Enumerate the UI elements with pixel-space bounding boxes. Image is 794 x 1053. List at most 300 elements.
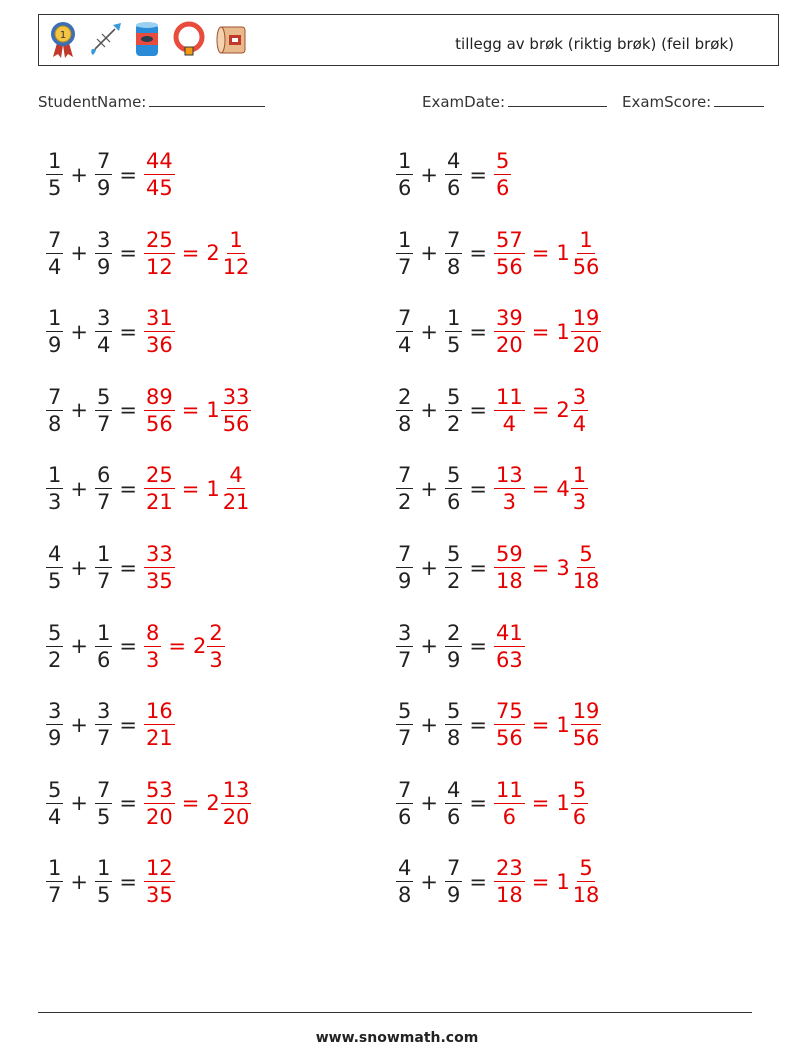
fraction-b	[95, 855, 112, 908]
equals-sign: =	[469, 241, 487, 266]
answer-fraction	[494, 227, 525, 280]
denominator: 9	[48, 726, 62, 751]
denominator: 20	[222, 804, 250, 829]
mixed-whole: 1	[206, 398, 220, 423]
fraction-b	[95, 384, 112, 437]
numerator: 1	[96, 856, 111, 881]
numerator: 31	[145, 306, 173, 331]
numerator: 5	[48, 777, 62, 802]
numerator: 7	[446, 856, 461, 881]
fraction-b	[445, 305, 462, 358]
problem-item	[396, 541, 601, 594]
student-name-label: StudentName:	[38, 93, 147, 111]
numerator: 11	[495, 384, 523, 409]
problem-item	[396, 462, 588, 515]
equals-sign: =	[181, 398, 200, 423]
problem-item	[396, 384, 588, 437]
equals-sign: =	[119, 241, 137, 266]
denominator: 5	[96, 804, 111, 829]
numerator: 2	[209, 620, 223, 645]
answer	[494, 305, 601, 358]
denominator: 2	[446, 411, 461, 436]
denominator: 4	[502, 411, 517, 436]
denominator: 36	[145, 333, 173, 358]
denominator: 56	[145, 411, 173, 436]
answer	[494, 698, 601, 751]
plus-sign: +	[420, 791, 438, 816]
numerator: 1	[48, 149, 62, 173]
denominator: 6	[398, 176, 412, 200]
numerator: 3	[96, 699, 111, 724]
denominator: 18	[572, 569, 600, 593]
numerator: 4	[398, 856, 412, 881]
answer	[144, 462, 251, 515]
denominator: 3	[209, 647, 223, 672]
numerator: 3	[398, 620, 412, 645]
exam-score-line[interactable]	[714, 92, 764, 107]
fraction-a	[46, 227, 63, 280]
numerator: 13	[222, 777, 250, 802]
answer	[144, 620, 225, 673]
equals-sign: =	[119, 319, 137, 344]
numerator: 1	[579, 227, 593, 252]
answer-fraction	[144, 227, 175, 280]
equals-sign: =	[119, 555, 137, 580]
numerator: 2	[446, 620, 461, 645]
mixed-whole: 4	[556, 476, 570, 501]
equals-sign: =	[181, 791, 200, 816]
denominator: 7	[96, 569, 111, 593]
equals-sign: =	[168, 634, 186, 659]
denominator: 7	[96, 490, 111, 515]
problem-item	[396, 777, 588, 830]
svg-text:1: 1	[59, 30, 67, 41]
fraction-b	[95, 462, 112, 515]
fraction-b	[445, 148, 462, 201]
mixed-fraction	[221, 227, 252, 280]
mixed-whole: 1	[556, 869, 570, 894]
equals-sign: =	[119, 398, 137, 423]
answer	[494, 148, 511, 201]
equals-sign: =	[531, 869, 550, 894]
numerator: 1	[446, 306, 461, 331]
plus-sign: +	[70, 319, 88, 344]
answer	[494, 541, 601, 594]
equals-sign: =	[469, 162, 487, 187]
denominator: 8	[446, 254, 461, 279]
equals-sign: =	[119, 476, 137, 501]
mixed-whole: 2	[206, 241, 220, 266]
numerator: 1	[398, 227, 412, 252]
denominator: 18	[495, 569, 523, 593]
fraction-a	[396, 698, 413, 751]
numerator: 7	[48, 384, 62, 409]
ring-icon	[171, 19, 207, 59]
fraction-b	[95, 305, 112, 358]
denominator: 3	[145, 647, 160, 672]
can-icon	[129, 19, 165, 59]
denominator: 3	[48, 490, 62, 515]
answer	[494, 620, 525, 673]
numerator: 5	[579, 856, 593, 881]
exam-date-label: ExamDate:	[422, 93, 506, 111]
mixed-fraction	[571, 855, 602, 908]
fraction-b	[445, 541, 462, 594]
fraction-a	[396, 541, 413, 594]
problem-item	[396, 305, 601, 358]
plus-sign: +	[420, 162, 438, 187]
equals-sign: =	[531, 398, 550, 423]
plus-sign: +	[70, 162, 88, 187]
mixed-whole: 2	[206, 791, 220, 816]
fraction-b	[445, 227, 462, 280]
numerator: 1	[48, 856, 62, 881]
answer-fraction	[494, 777, 525, 830]
problem-item	[46, 855, 175, 908]
problem-item	[46, 462, 251, 515]
answer	[494, 384, 588, 437]
denominator: 5	[48, 569, 62, 593]
equals-sign: =	[469, 555, 487, 580]
equals-sign: =	[531, 319, 550, 344]
answer-fraction	[494, 855, 525, 908]
plus-sign: +	[70, 398, 88, 423]
numerator: 5	[398, 699, 412, 724]
equals-sign: =	[469, 712, 487, 737]
worksheet-title: tillegg av brøk (riktig brøk) (feil brøk)	[455, 35, 734, 53]
numerator: 8	[145, 620, 160, 645]
header-box	[38, 14, 779, 66]
numerator: 33	[222, 384, 250, 409]
equals-sign: =	[119, 869, 137, 894]
mixed-fraction	[221, 777, 252, 830]
answer-fraction	[494, 148, 511, 201]
numerator: 1	[96, 620, 111, 645]
numerator: 25	[145, 227, 173, 252]
denominator: 9	[96, 254, 111, 279]
equals-sign: =	[531, 241, 550, 266]
denominator: 35	[145, 569, 173, 593]
denominator: 9	[446, 647, 461, 672]
numerator: 3	[48, 699, 62, 724]
equals-sign: =	[181, 241, 200, 266]
answer-fraction	[144, 305, 175, 358]
denominator: 18	[495, 883, 523, 908]
answer	[494, 227, 601, 280]
numerator: 11	[495, 777, 523, 802]
mixed-whole: 2	[556, 398, 570, 423]
equals-sign: =	[469, 869, 487, 894]
denominator: 56	[495, 254, 523, 279]
denominator: 6	[502, 804, 517, 829]
footer-url: www.snowmath.com	[315, 1030, 479, 1046]
denominator: 20	[495, 333, 523, 358]
numerator: 7	[398, 777, 412, 802]
denominator: 63	[495, 647, 523, 672]
plus-sign: +	[70, 555, 88, 580]
problem-item	[46, 777, 251, 830]
numerator: 7	[398, 463, 412, 488]
fraction-b	[445, 777, 462, 830]
fraction-a	[46, 698, 63, 751]
fraction-a	[396, 227, 413, 280]
denominator: 9	[398, 569, 412, 593]
problem-item	[46, 227, 251, 280]
answer-fraction	[144, 541, 175, 594]
numerator: 5	[446, 542, 461, 566]
numerator: 5	[579, 542, 593, 566]
answer	[144, 384, 251, 437]
numerator: 75	[495, 699, 523, 724]
mixed-whole: 2	[192, 634, 207, 659]
mixed-whole: 1	[556, 241, 570, 266]
fraction-a	[396, 620, 413, 673]
numerator: 2	[398, 384, 412, 409]
numerator: 59	[495, 542, 523, 566]
mixed-fraction	[221, 384, 252, 437]
answer	[144, 698, 175, 751]
fraction-b	[95, 541, 112, 594]
numerator: 89	[145, 384, 173, 409]
problem-item	[396, 698, 601, 751]
denominator: 7	[398, 726, 412, 751]
denominator: 6	[446, 176, 461, 200]
plus-sign: +	[70, 869, 88, 894]
fraction-a	[46, 305, 63, 358]
numerator: 5	[48, 620, 62, 645]
fraction-b	[445, 855, 462, 908]
numerator: 6	[96, 463, 111, 488]
denominator: 9	[48, 333, 62, 358]
exam-date-line[interactable]	[508, 92, 607, 107]
answer	[144, 541, 175, 594]
denominator: 56	[495, 726, 523, 751]
equals-sign: =	[469, 398, 487, 423]
mixed-whole: 1	[556, 712, 570, 737]
numerator: 4	[446, 149, 461, 173]
denominator: 7	[398, 647, 412, 672]
denominator: 8	[398, 411, 412, 436]
numerator: 5	[446, 699, 461, 724]
denominator: 6	[572, 804, 587, 829]
fraction-a	[396, 148, 413, 201]
fraction-a	[46, 855, 63, 908]
denominator: 35	[145, 883, 173, 908]
denominator: 45	[145, 176, 173, 200]
mixed-fraction	[571, 384, 588, 437]
answer	[144, 227, 251, 280]
mixed-fraction	[571, 698, 602, 751]
numerator: 4	[446, 777, 461, 802]
plus-sign: +	[70, 476, 88, 501]
denominator: 56	[572, 254, 600, 279]
plus-sign: +	[420, 634, 438, 659]
fraction-a	[46, 541, 63, 594]
numerator: 1	[572, 463, 587, 488]
denominator: 4	[398, 333, 412, 358]
denominator: 3	[572, 490, 587, 515]
denominator: 8	[398, 883, 412, 908]
exam-score-field[interactable]	[622, 92, 764, 111]
answer-fraction	[494, 305, 525, 358]
numerator: 5	[96, 384, 111, 409]
answer-fraction	[144, 698, 175, 751]
problem-item	[46, 148, 175, 201]
fraction-b	[445, 698, 462, 751]
denominator: 2	[446, 569, 461, 593]
denominator: 20	[145, 804, 173, 829]
fraction-a	[396, 855, 413, 908]
fraction-b	[445, 384, 462, 437]
mixed-fraction	[571, 305, 602, 358]
numerator: 12	[145, 856, 173, 881]
equals-sign: =	[119, 712, 137, 737]
equals-sign: =	[531, 791, 550, 816]
answer-fraction	[144, 384, 175, 437]
numerator: 7	[48, 227, 62, 252]
numerator: 5	[446, 384, 461, 409]
equals-sign: =	[469, 791, 487, 816]
equals-sign: =	[119, 162, 137, 187]
problem-item	[396, 855, 601, 908]
mixed-fraction	[571, 462, 588, 515]
plus-sign: +	[420, 319, 438, 344]
denominator: 8	[48, 411, 62, 436]
denominator: 12	[222, 254, 250, 279]
denominator: 6	[446, 804, 461, 829]
plus-sign: +	[420, 241, 438, 266]
denominator: 4	[572, 411, 587, 436]
answer	[144, 777, 251, 830]
mixed-whole: 1	[556, 791, 570, 816]
denominator: 8	[446, 726, 461, 751]
answer	[494, 855, 601, 908]
denominator: 7	[96, 411, 111, 436]
answer	[144, 305, 175, 358]
denominator: 21	[145, 726, 173, 751]
icon-row	[45, 19, 249, 59]
denominator: 9	[446, 883, 461, 908]
fraction-b	[445, 620, 462, 673]
denominator: 21	[145, 490, 173, 515]
fraction-b	[95, 148, 112, 201]
equals-sign: =	[469, 634, 487, 659]
problem-item	[396, 620, 525, 673]
numerator: 23	[495, 856, 523, 881]
numerator: 1	[398, 149, 412, 173]
denominator: 56	[222, 411, 250, 436]
equals-sign: =	[119, 791, 137, 816]
footer-divider	[38, 1012, 752, 1013]
numerator: 5	[572, 777, 587, 802]
problem-item	[396, 148, 511, 201]
problem-item	[46, 620, 225, 673]
fraction-a	[396, 777, 413, 830]
denominator: 20	[572, 333, 600, 358]
numerator: 7	[398, 306, 412, 331]
fraction-a	[46, 462, 63, 515]
plus-sign: +	[70, 712, 88, 737]
answer	[144, 148, 175, 201]
numerator: 53	[145, 777, 173, 802]
denominator: 6	[446, 490, 461, 515]
numerator: 3	[96, 306, 111, 331]
denominator: 21	[222, 490, 250, 515]
numerator: 3	[572, 384, 587, 409]
answer-fraction	[144, 462, 175, 515]
answer-fraction	[494, 384, 525, 437]
student-name-field[interactable]	[38, 92, 265, 111]
numerator: 25	[145, 463, 173, 488]
bandage-icon	[213, 19, 249, 59]
answer-fraction	[494, 462, 525, 515]
numerator: 16	[145, 699, 173, 724]
numerator: 39	[495, 306, 523, 331]
plus-sign: +	[420, 869, 438, 894]
plus-sign: +	[420, 398, 438, 423]
problem-item	[46, 698, 175, 751]
denominator: 6	[398, 804, 412, 829]
exam-date-field[interactable]	[422, 92, 607, 111]
denominator: 4	[96, 333, 111, 358]
denominator: 18	[572, 883, 600, 908]
mixed-fraction	[571, 777, 588, 830]
fishbone-icon	[87, 19, 123, 59]
answer-fraction	[144, 620, 161, 673]
problem-item	[396, 227, 601, 280]
denominator: 5	[96, 883, 111, 908]
numerator: 19	[572, 306, 600, 331]
fraction-a	[396, 462, 413, 515]
answer	[494, 777, 588, 830]
numerator: 1	[229, 227, 243, 252]
numerator: 7	[446, 227, 461, 252]
plus-sign: +	[70, 634, 88, 659]
numerator: 57	[495, 227, 523, 252]
numerator: 7	[96, 149, 111, 173]
fraction-b	[95, 777, 112, 830]
mixed-whole: 1	[206, 476, 220, 501]
denominator: 2	[398, 490, 412, 515]
fraction-a	[396, 305, 413, 358]
answer-fraction	[144, 855, 175, 908]
mixed-fraction	[571, 541, 602, 594]
exam-score-label: ExamScore:	[622, 93, 712, 111]
numerator: 33	[145, 542, 173, 566]
fraction-b	[445, 462, 462, 515]
plus-sign: +	[420, 555, 438, 580]
problem-item	[46, 541, 175, 594]
denominator: 5	[446, 333, 461, 358]
plus-sign: +	[70, 791, 88, 816]
numerator: 5	[446, 463, 461, 488]
denominator: 6	[495, 176, 510, 200]
equals-sign: =	[531, 712, 550, 737]
equals-sign: =	[531, 476, 550, 501]
equals-sign: =	[119, 634, 137, 659]
answer	[144, 855, 175, 908]
medal-icon	[45, 19, 81, 59]
problem-item	[46, 384, 251, 437]
denominator: 2	[48, 647, 62, 672]
numerator: 4	[229, 463, 243, 488]
mixed-fraction	[207, 620, 224, 673]
student-name-line[interactable]	[149, 92, 265, 107]
plus-sign: +	[420, 712, 438, 737]
equals-sign: =	[531, 555, 550, 580]
answer-fraction	[144, 148, 175, 201]
plus-sign: +	[420, 476, 438, 501]
